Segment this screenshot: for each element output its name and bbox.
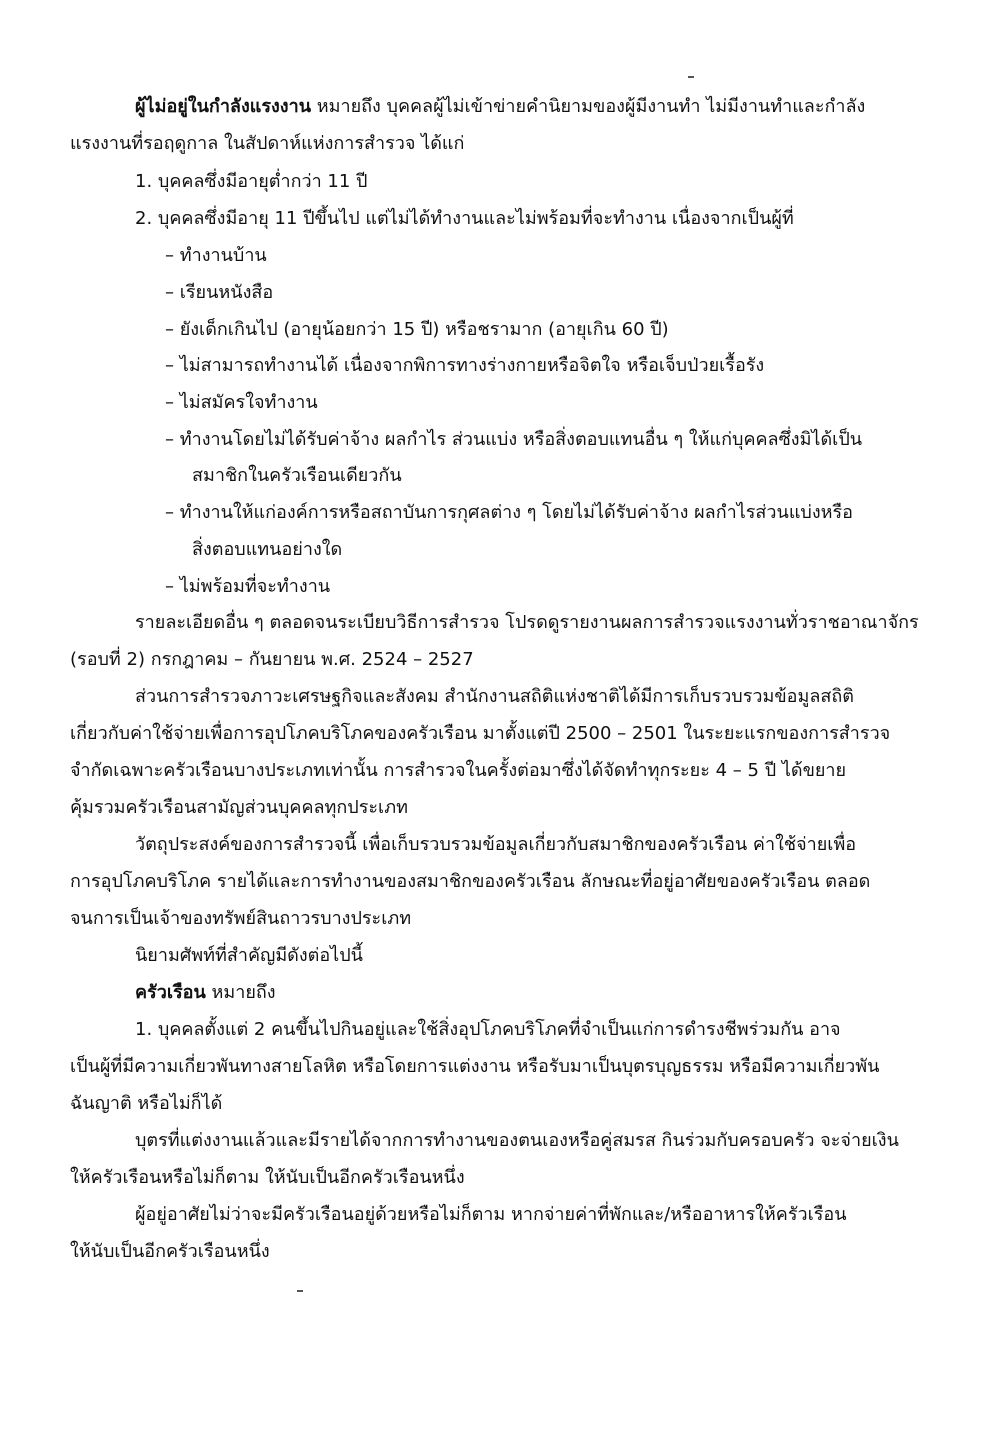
p4-line2: การอุปโภคบริโภค รายได้และการทำงานของสมาชิกของครัวเรือน ลักษณะที่อยู่อาศัยของครัวเรือน ตลอด — [70, 871, 871, 892]
dash-item-studying: – เรียนหนังสือ — [165, 282, 274, 303]
dash-item-unwilling: – ไม่สมัครใจทำงาน — [165, 392, 318, 413]
dash-item-housework: – ทำงานบ้าน — [165, 245, 267, 266]
p9-line1: ผู้อยู่อาศัยไม่ว่าจะมีครัวเรือนอยู่ด้วยหรือไม่ก็ตาม หากจ่ายค่าที่พักและ/หรืออาหารให้ครัวเรือน — [135, 1204, 847, 1225]
dash-item-unpaid-cont: สมาชิกในครัวเรือนเดียวกัน — [192, 465, 402, 486]
p7-line3: ฉันญาติ หรือไม่ก็ได้ — [70, 1093, 223, 1114]
list-item-1: 1. บุคคลซึ่งมีอายุต่ำกว่า 11 ปี — [135, 171, 368, 192]
p6-rest: หมายถึง — [205, 982, 276, 1003]
p8-line2: ให้ครัวเรือนหรือไม่ก็ตาม ให้นับเป็นอีกครัวเรือนหนึ่ง — [70, 1167, 465, 1188]
p4-line1: วัตถุประสงค์ของการสำรวจนี้ เพื่อเก็บรวบรวมข้อมูลเกี่ยวกับสมาชิกของครัวเรือน ค่าใช้จ่ายเพื่อ — [135, 834, 857, 855]
p1-line1-rest: หมายถึง บุคคลผู้ไม่เข้าข่ายคำนิยามของผู้มีงานทำ ไม่มีงานทำและกำลัง — [311, 96, 866, 117]
scan-speck — [688, 76, 694, 78]
p2-line2: (รอบที่ 2) กรกฎาคม – กันยายน พ.ศ. 2524 – 2527 — [70, 649, 474, 670]
dash-item-not-ready: – ไม่พร้อมที่จะทำงาน — [165, 576, 331, 597]
p4-line3: จนการเป็นเจ้าของทรัพย์สินถาวรบางประเภท — [70, 908, 412, 929]
p1-line1 — [135, 94, 865, 120]
dash-item-unpaid: – ทำงานโดยไม่ได้รับค่าจ้าง ผลกำไร ส่วนแบ่ง หรือสิ่งตอบแทนอื่น ๆ ให้แก่บุคคลซึ่งมิได้เป็น — [165, 429, 863, 450]
p3-line4: คุ้มรวมครัวเรือนสามัญส่วนบุคคลทุกประเภท — [70, 797, 408, 818]
dash-item-age: – ยังเด็กเกินไป (อายุน้อยกว่า 15 ปี) หรือชรามาก (อายุเกิน 60 ปี) — [165, 319, 669, 340]
p6-household-heading — [135, 980, 276, 1006]
term-not-in-labor-force: ผู้ไม่อยู่ในกำลังแรงงาน — [135, 96, 312, 117]
p3-line3: จำกัดเฉพาะครัวเรือนบางประเภทเท่านั้น การสำรวจในครั้งต่อมาซึ่งได้จัดทำทุกระยะ 4 – 5 ปี ได้ขยาย — [70, 760, 847, 781]
p2-line1: รายละเอียดอื่น ๆ ตลอดจนระเบียบวิธีการสำรวจ โปรดดูรายงานผลการสำรวจแรงงานทั่วราชอาณาจักร — [135, 612, 919, 633]
term-household: ครัวเรือน — [135, 982, 206, 1003]
p7-line1: 1. บุคคลตั้งแต่ 2 คนขึ้นไปกินอยู่และใช้สิ่งอุปโภคบริโภคที่จำเป็นแก่การดำรงชีพร่วมกัน อาจ — [135, 1019, 841, 1040]
p3-line2: เกี่ยวกับค่าใช้จ่ายเพื่อการอุปโภคบริโภคของครัวเรือน มาตั้งแต่ปี 2500 – 2501 ในระยะแรกของการสำรวจ — [70, 723, 891, 744]
list-item-2: 2. บุคคลซึ่งมีอายุ 11 ปีขึ้นไป แต่ไม่ได้ทำงานและไม่พร้อมที่จะทำงาน เนื่องจากเป็นผู้ที่ — [135, 208, 794, 229]
p1-line2: แรงงานที่รอฤดูกาล ในสัปดาห์แห่งการสำรวจ ได้แก่ — [70, 133, 465, 154]
dash-item-charity: – ทำงานให้แก่องค์การหรือสถาบันการกุศลต่าง ๆ โดยไม่ได้รับค่าจ้าง ผลกำไรส่วนแบ่งหรือ — [165, 502, 853, 523]
p5-definitions-intro: นิยามศัพท์ที่สำคัญมีดังต่อไปนี้ — [135, 945, 363, 966]
p9-line2: ให้นับเป็นอีกครัวเรือนหนึ่ง — [70, 1241, 270, 1262]
dash-item-disabled: – ไม่สามารถทำงานได้ เนื่องจากพิการทางร่างกายหรือจิตใจ หรือเจ็บป่วยเรื้อรัง — [165, 355, 765, 376]
dash-item-charity-cont: สิ่งตอบแทนอย่างใด — [192, 539, 343, 560]
p7-line2: เป็นผู้ที่มีความเกี่ยวพันทางสายโลหิต หรือโดยการแต่งงาน หรือรับมาเป็นบุตรบุญธรรม หรือมีความเกี่ยวพัน — [70, 1056, 880, 1077]
p8-line1: บุตรที่แต่งงานแล้วและมีรายได้จากการทำงานของตนเองหรือคู่สมรส กินร่วมกับครอบครัว จะจ่ายเงิน — [135, 1130, 899, 1151]
scan-speck — [297, 1290, 303, 1292]
p3-line1: ส่วนการสำรวจภาวะเศรษฐกิจและสังคม สำนักงานสถิติแห่งชาติได้มีการเก็บรวบรวมข้อมูลสถิติ — [135, 686, 854, 707]
